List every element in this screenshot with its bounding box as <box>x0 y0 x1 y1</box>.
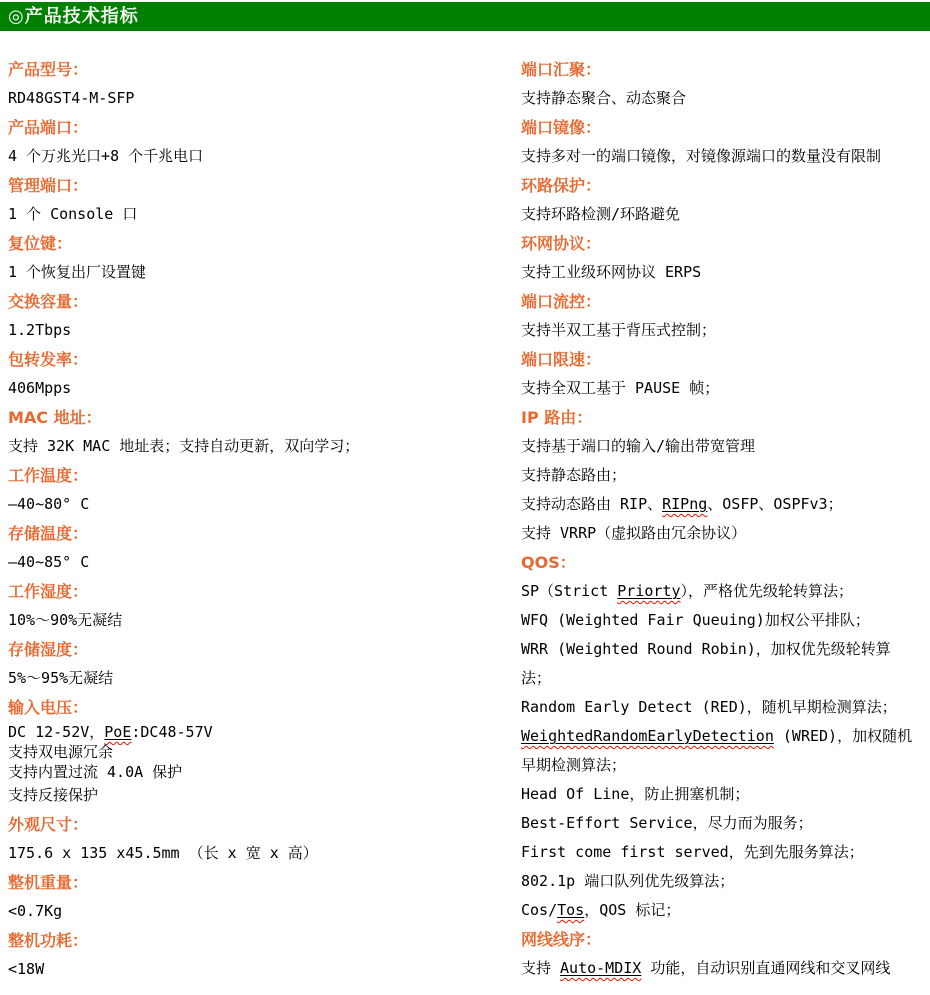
spec-item <box>521 403 916 548</box>
spec-label: MAC 地址： <box>8 408 102 427</box>
spec-item <box>8 287 521 345</box>
spec-label: 包转发率： <box>8 350 89 369</box>
spec-label: 整机功耗： <box>8 931 89 950</box>
spec-value: 支持动态路由 RIP、RIPng、OSFP、OSPFv3； <box>521 495 843 513</box>
spec-item <box>8 403 521 461</box>
spec-value: 406Mpps <box>8 379 72 397</box>
spec-value: 支持工业级环网协议 ERPS <box>521 263 702 281</box>
spec-label: 端口限速： <box>521 350 602 369</box>
spec-label: 交换容量： <box>8 292 89 311</box>
spec-value: 支持环路检测/环路避免 <box>521 205 681 223</box>
spec-value: 1 个 Console 口 <box>8 205 138 223</box>
spellcheck-flagged-word <box>104 723 131 741</box>
spec-value: —40~80° C <box>8 495 90 513</box>
spec-label: QOS： <box>521 553 576 572</box>
spec-label: 端口汇聚： <box>521 60 602 79</box>
spec-item <box>8 868 521 926</box>
spec-label: IP 路由： <box>521 408 593 427</box>
spellcheck-flagged-word <box>617 582 680 600</box>
spec-item <box>8 171 521 229</box>
spec-item <box>521 548 916 925</box>
spellcheck-wavy-underline: Tos <box>557 901 585 919</box>
spec-value: 支持 Auto-MDIX 功能，自动识别直通网线和交叉网线 <box>521 959 891 977</box>
spec-item <box>521 171 916 229</box>
spec-value: 支持静态聚合、动态聚合 <box>521 89 687 107</box>
spec-value: 支持多对一的端口镜像，对镜像源端口的数量没有限制 <box>521 147 882 165</box>
spec-label: 存储温度： <box>8 524 89 543</box>
spec-value: WeightedRandomEarlyDetection (WRED)，加权随机早期检测算法； <box>521 727 913 774</box>
spec-value: 支持基于端口的输入/输出带宽管理 <box>521 437 756 455</box>
spec-value: 支持反接保护 <box>8 786 99 804</box>
spec-value: 175.6 x 135 x45.5mm （长 x 宽 x 高） <box>8 844 318 862</box>
spec-item <box>8 577 521 635</box>
spec-label: 端口流控： <box>521 292 602 311</box>
spec-label: 存储湿度： <box>8 640 89 659</box>
spec-item <box>8 55 521 113</box>
spec-content <box>0 31 930 994</box>
spec-value: Cos/Tos，QOS 标记； <box>521 901 681 919</box>
spec-value: 5%～95%无凝结 <box>8 669 114 687</box>
spec-value: 10%～90%无凝结 <box>8 611 123 629</box>
section-title: ◎产品技术指标 <box>8 6 139 27</box>
spec-label: 环路保护： <box>521 176 602 195</box>
right-column <box>521 55 930 983</box>
spellcheck-flagged-word <box>521 727 774 745</box>
spec-item <box>8 113 521 171</box>
spec-value: <0.7Kg <box>8 902 63 920</box>
section-header <box>0 2 930 31</box>
spec-label: 产品型号： <box>8 60 89 79</box>
spec-value: 支持 VRRP（虚拟路由冗余协议） <box>521 524 747 542</box>
spec-label: 整机重量： <box>8 873 89 892</box>
spec-label: 端口镜像： <box>521 118 602 137</box>
spellcheck-wavy-underline: Auto-MDIX <box>560 959 642 977</box>
spec-value: Random Early Detect (RED)，随机早期检测算法； <box>521 698 897 716</box>
spec-label: 工作湿度： <box>8 582 89 601</box>
spec-item <box>8 810 521 868</box>
spec-item <box>521 229 916 287</box>
spec-value: 1 个恢复出厂设置键 <box>8 263 147 281</box>
spec-item <box>8 229 521 287</box>
spec-value: WRR (Weighted Round Robin)，加权优先级轮转算法； <box>521 640 891 687</box>
spellcheck-flagged-word <box>662 495 707 513</box>
spec-item <box>8 693 521 810</box>
spec-value: 1.2Tbps <box>8 321 72 339</box>
spec-label: 产品端口： <box>8 118 89 137</box>
spec-value: 支持全双工基于 PAUSE 帧； <box>521 379 720 397</box>
spec-label: 管理端口： <box>8 176 89 195</box>
spec-value: <18W <box>8 960 45 978</box>
spec-item <box>521 345 916 403</box>
spec-value: 802.1p 端口队列优先级算法； <box>521 872 735 890</box>
spec-value: RD48GST4-M-SFP <box>8 89 135 107</box>
spec-item <box>521 287 916 345</box>
spellcheck-flagged-word <box>560 959 641 977</box>
spec-value: SP（Strict Priorty），严格优先级轮转算法； <box>521 582 854 600</box>
spec-value: 支持半双工基于背压式控制； <box>521 321 717 339</box>
spellcheck-wavy-underline: RIPng <box>662 495 708 513</box>
spec-item <box>521 113 916 171</box>
spec-value: 支持内置过流 4.0A 保护 <box>8 763 183 781</box>
spec-value: First come first served，先到先服务算法； <box>521 843 864 861</box>
spellcheck-wavy-underline: PoE <box>104 723 132 741</box>
spec-item <box>8 635 521 693</box>
spec-label: 网线线序： <box>521 930 602 949</box>
spec-label: 环网协议： <box>521 234 602 253</box>
spec-item <box>521 925 916 983</box>
spec-value: 支持 32K MAC 地址表；支持自动更新，双向学习； <box>8 437 360 455</box>
spec-value: DC 12-52V，PoE:DC48-57V <box>8 723 213 741</box>
spec-item <box>8 345 521 403</box>
spec-item <box>8 461 521 519</box>
left-column <box>8 55 521 984</box>
spec-label: 外观尺寸： <box>8 815 89 834</box>
spec-value: Head Of Line，防止拥塞机制； <box>521 785 750 803</box>
spec-item <box>8 519 521 577</box>
spec-value: WFQ (Weighted Fair Queuing)加权公平排队； <box>521 611 870 629</box>
spec-label: 复位键： <box>8 234 73 253</box>
spec-value: Best-Effort Service，尽力而为服务； <box>521 814 813 832</box>
spellcheck-wavy-underline: WeightedRandomEarlyDetection <box>521 727 774 745</box>
spec-value: —40~85° C <box>8 553 90 571</box>
spec-value: 支持静态路由； <box>521 466 627 484</box>
spellcheck-flagged-word <box>557 901 584 919</box>
spec-label: 工作温度： <box>8 466 89 485</box>
spec-label: 输入电压： <box>8 698 89 717</box>
spec-item <box>521 55 916 113</box>
spellcheck-wavy-underline: Priorty <box>617 582 681 600</box>
spec-item <box>8 926 521 984</box>
spec-value: 支持双电源冗余 <box>8 743 114 761</box>
spec-value: 4 个万兆光口+8 个千兆电口 <box>8 147 204 165</box>
